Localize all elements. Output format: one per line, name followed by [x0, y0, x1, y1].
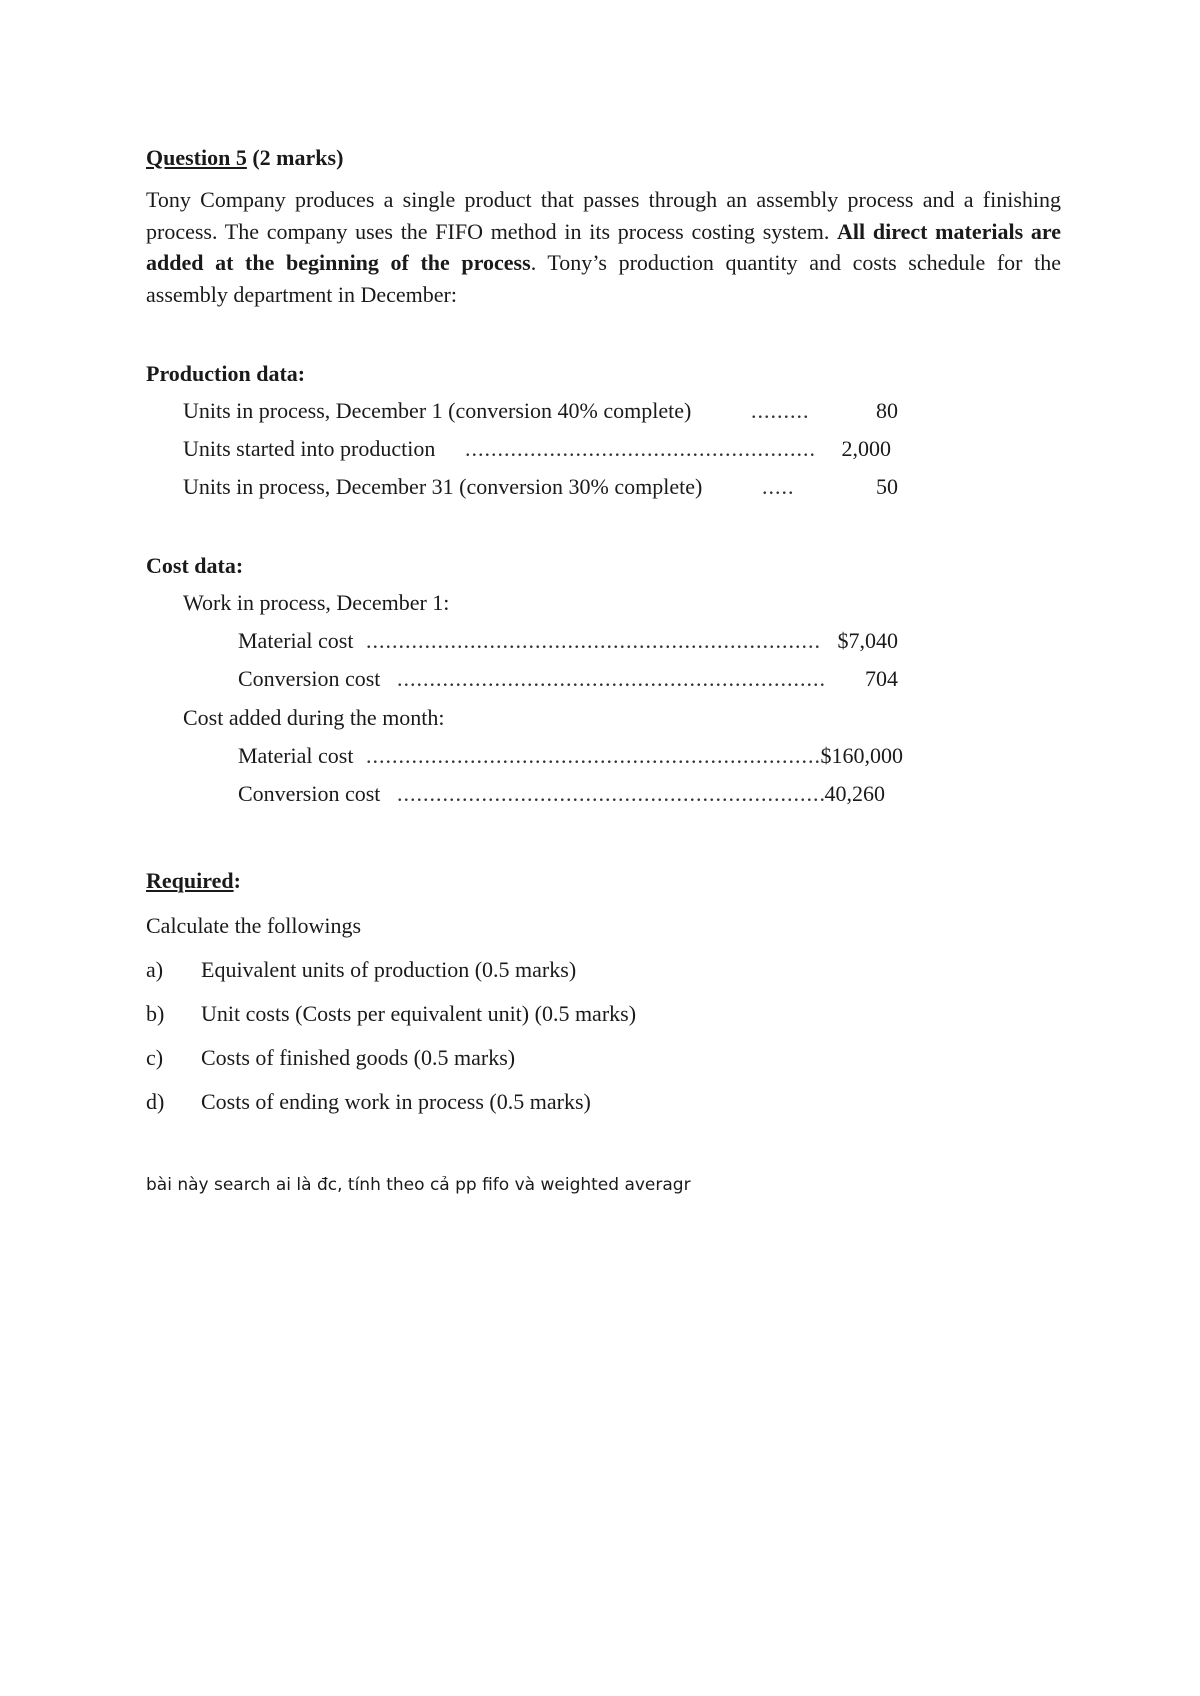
added-material-value: $160,000 — [820, 743, 903, 768]
production-row-label: Units in process, December 31 (conversion 30% complete) — [183, 474, 703, 499]
item-text: Equivalent units of production (0.5 marks) — [201, 957, 577, 982]
item-letter: a) — [146, 957, 164, 982]
added-label: Cost added during the month: — [183, 705, 445, 730]
required-title-text: Required — [146, 868, 234, 893]
required-title — [146, 868, 241, 894]
production-row-leader: ..... — [762, 474, 795, 499]
production-row-value: 2,000 — [841, 436, 891, 461]
wip-material-leader: ...................................................................... — [366, 628, 821, 653]
wip-conversion-label: Conversion cost — [238, 666, 381, 691]
wip-conversion-leader: .................................................................. — [397, 666, 826, 691]
production-row-value: 50 — [876, 474, 898, 499]
item-letter: c) — [146, 1045, 164, 1070]
item-text: Costs of ending work in process (0.5 marks) — [201, 1089, 591, 1114]
wip-conversion-value: 704 — [865, 666, 898, 691]
added-material-leader: ...................................................................... — [366, 743, 821, 768]
required-instruction: Calculate the followings — [146, 913, 362, 938]
question-number: Question 5 — [146, 145, 247, 170]
wip-material-value: $7,040 — [837, 628, 898, 653]
intro-text-1: Tony Company produces a single product that passes through an assembly process and a finishing process. The company uses the FIFO method in its process costing system. — [146, 187, 1061, 244]
production-data-title: Production data: — [146, 361, 306, 386]
production-row-label: Units in process, December 1 (conversion 40% complete) — [183, 398, 692, 423]
item-text: Unit costs (Costs per equivalent unit) (0.5 marks) — [201, 1001, 637, 1026]
production-row-label: Units started into production — [183, 436, 436, 461]
wip-material-label: Material cost — [238, 628, 354, 653]
required-colon: : — [233, 868, 241, 893]
cost-data-title: Cost data: — [146, 553, 244, 578]
production-row-leader: ......... — [751, 398, 810, 423]
added-material-label: Material cost — [238, 743, 354, 768]
production-row-leader: ...................................................... — [465, 436, 816, 461]
intro-paragraph — [146, 184, 1061, 310]
added-conversion-value: 40,260 — [824, 781, 885, 806]
handwritten-note: bài này search ai là đc, tính theo cả pp fifo và weighted averagr — [146, 1175, 691, 1195]
item-text: Costs of finished goods (0.5 marks) — [201, 1045, 516, 1070]
question-heading — [146, 145, 343, 171]
added-conversion-label: Conversion cost — [238, 781, 381, 806]
intro-bold-text: All direct materials are added at the beginning of the process — [146, 218, 1061, 275]
intro-text-2: . Tony’s production quantity and costs schedule for the assembly department in December: — [146, 250, 1062, 307]
item-letter: d) — [146, 1089, 165, 1114]
question-marks: (2 marks) — [246, 145, 344, 170]
wip-label: Work in process, December 1: — [183, 590, 450, 615]
production-row-value: 80 — [876, 398, 898, 423]
added-conversion-leader: .................................................................. — [397, 781, 826, 806]
item-letter: b) — [146, 1001, 165, 1026]
